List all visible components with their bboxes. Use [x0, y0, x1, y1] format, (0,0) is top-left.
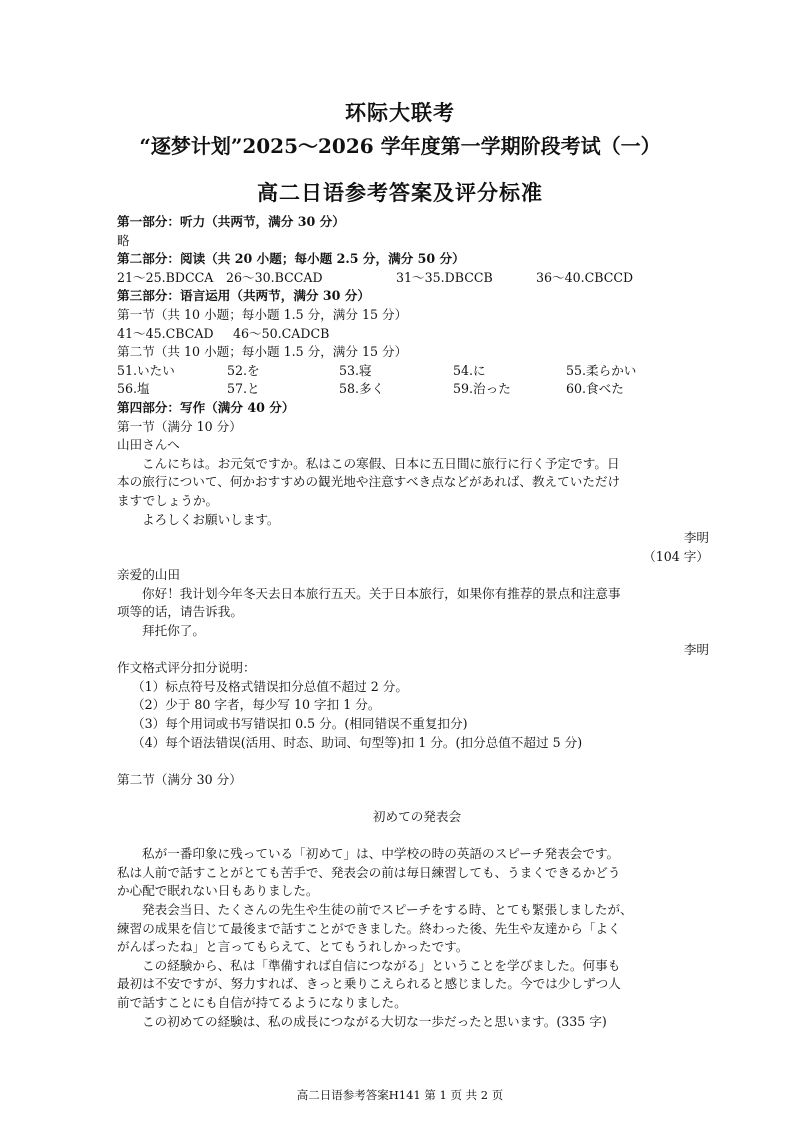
part3-title: 第三部分：语言运用（共两节，满分 30 分）: [117, 288, 370, 304]
part4-title: 第四部分：写作（满分 40 分）: [117, 399, 295, 415]
cn-letter-line: 项等的话，请告诉我。: [117, 604, 243, 620]
page-footer: 高二日语参考答案H141 第 1 页 共 2 页: [296, 1088, 504, 1102]
answer-item: 59.治った: [453, 381, 511, 397]
essay-line: 発表会当日、たくさんの先生や生徒の前でスピーチをする時、とても緊張しましたが、: [142, 901, 633, 917]
essay-line: この経験から、私は「準備すれば自信につながる」ということを学びました。何事も: [142, 957, 621, 973]
answer-key-title: 高二日语参考答案及评分标准: [257, 180, 543, 205]
scoring-rule: （1）标点符号及格式错误扣分总值不超过 2 分。: [132, 678, 408, 694]
answer-item: 52.を: [227, 362, 260, 378]
answer-group: 36～40.CBCCD: [536, 269, 634, 285]
scoring-rule: （3）每个用词或书写错误扣 0.5 分。(相同错误不重复扣分): [132, 716, 468, 732]
scoring-rule: （2）少于 80 字者，每少写 10 字扣 1 分。: [132, 697, 381, 713]
cn-letter-salutation: 亲爱的山田: [117, 567, 180, 583]
part4-sec1-title: 第一节（满分 10 分）: [117, 418, 242, 434]
essay-line: 最初は不安ですが、努力すれば、きっと乗りこえられると感じました。今では少しずつ人: [117, 976, 621, 992]
part3-sec2-row: [117, 362, 717, 381]
part3-sec1-answers: [117, 325, 717, 344]
answer-group: 46～50.CADCB: [233, 325, 330, 341]
essay-line: 私が一番印象に残っている「初めて」は、中学校の時の英語のスピーチ発表会です。: [142, 846, 620, 862]
exam-title: “逐梦计划”2025～2026 学年度第一学期阶段考试（一）: [139, 134, 661, 158]
essay-line: がんばったね」と言ってもらえて、とてもうれしかったです。: [117, 939, 469, 955]
jp-letter-line: ますでしょうか。: [117, 492, 219, 508]
spacer: [117, 752, 717, 771]
answer-item: 58.多く: [339, 381, 385, 397]
essay-line: か心配で眠れない日もありました。: [117, 883, 319, 899]
jp-letter-salutation: 山田さんへ: [117, 437, 180, 453]
answer-item: 55.柔らかい: [566, 362, 637, 378]
answer-item: 57.と: [227, 381, 260, 397]
cn-letter-line: 你好！我计划今年冬天去日本旅行五天。关于日本旅行，如果你有推荐的景点和注意事: [142, 585, 621, 601]
answer-item: 51.いたい: [117, 362, 175, 378]
part2-title: 第二部分：阅读（共 20 小题；每小题 2.5 分，满分 50 分）: [117, 251, 465, 267]
answer-item: 60.食べた: [566, 381, 624, 397]
jp-letter-count: （104 字）: [643, 548, 709, 564]
part2-answers: [117, 269, 717, 288]
essay-line: この初めての経験は、私の成長につながる大切な一歩だったと思います。(335 字): [142, 1013, 607, 1029]
jp-letter-line: こんにちは。お元気ですか。私はこの寒假、日本に五日間に旅行に行く予定です。日: [142, 455, 620, 471]
essay-line: 練習の成果を信じて最後まで話すことができました。終わった後、先生や友達から「よく: [117, 920, 621, 936]
answer-item: 54.に: [453, 362, 486, 378]
essay-title: 初めての発表会: [372, 809, 462, 824]
essay-line: 私は人前で話すことがとても苦手で、発表会の前は毎日練習しても、うまくできるかどう: [117, 864, 621, 880]
essay-line: 前で話すことにも自信が持てるようになりました。: [117, 994, 407, 1010]
jp-letter-line: 本の旅行について、何かおすすめの観光地や注意すべき点などがあれば、教えていただけ: [117, 474, 621, 490]
answer-group: 41～45.CBCAD: [117, 325, 214, 341]
answer-group: 31～35.DBCCB: [396, 269, 493, 285]
part3-sec2-title: 第二节（共 10 小题；每小题 1.5 分，满分 15 分）: [117, 344, 408, 360]
spacer: [117, 789, 717, 808]
cn-letter-line: 拜托你了。: [142, 623, 205, 639]
part3-sec1-title: 第一节（共 10 小题；每小题 1.5 分，满分 15 分）: [117, 306, 408, 322]
answer-group: 26～30.BCCAD: [226, 269, 323, 285]
part4-sec2-title: 第二节（满分 30 分）: [117, 771, 242, 787]
exam-series-title: 环际大联考: [345, 100, 455, 125]
answer-item: 53.寝: [339, 362, 372, 378]
jp-letter-line: よろしくお願いします。: [142, 511, 280, 527]
scoring-rule: （4）每个语法错误(活用、时态、助词、句型等)扣 1 分。(扣分总值不超过 5 分): [132, 734, 583, 750]
part1-title: 第一部分：听力（共两节，满分 30 分）: [117, 214, 345, 229]
answer-group: 21～25.BDCCA: [117, 269, 214, 285]
scoring-rules-title: 作文格式评分扣分说明：: [117, 660, 256, 676]
part3-sec2-row: [117, 380, 717, 399]
jp-letter-signature: 李明: [683, 530, 709, 546]
part1-note: 略: [117, 232, 130, 248]
spacer: [117, 827, 717, 846]
answer-key-body: [117, 213, 717, 1031]
cn-letter-signature: 李明: [683, 641, 709, 657]
answer-item: 56.塩: [117, 381, 150, 397]
